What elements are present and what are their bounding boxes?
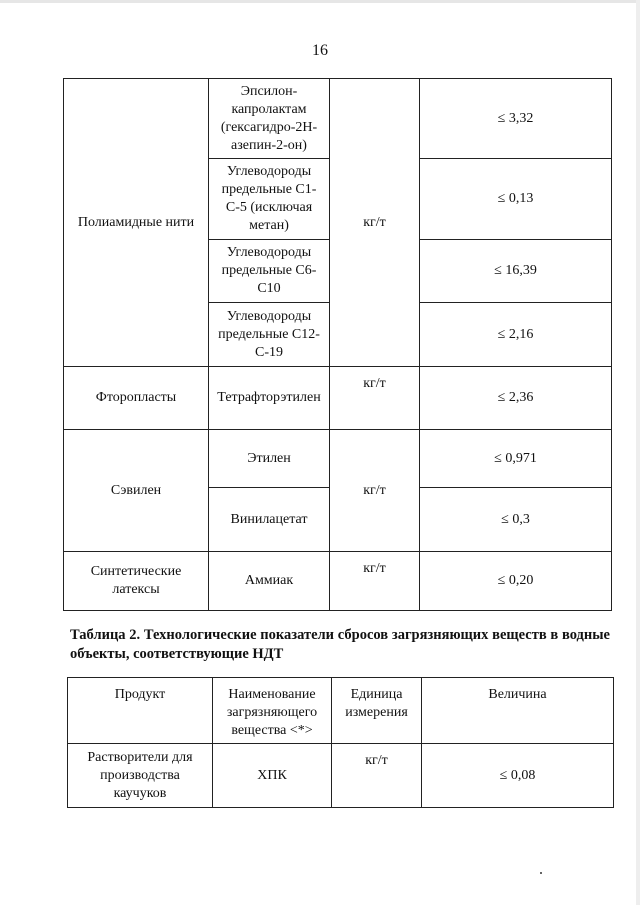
column-header: Единица измерения <box>332 678 422 744</box>
unit-cell: кг/т <box>332 744 422 808</box>
value-cell: ≤ 0,13 <box>420 159 612 240</box>
substance-cell: Тетрафторэтилен <box>209 367 330 430</box>
value-cell: ≤ 2,36 <box>420 367 612 430</box>
substance-cell: ХПК <box>213 744 332 808</box>
value-cell: ≤ 2,16 <box>420 303 612 367</box>
value-cell: ≤ 16,39 <box>420 240 612 303</box>
table-row <box>64 367 612 430</box>
column-header: Наименование загрязняющего вещества <*> <box>213 678 332 744</box>
substance-cell: Эпсилон-капролактам (гексагидро-2Н-азепин-2-он) <box>209 79 330 159</box>
value-cell: ≤ 0,20 <box>420 552 612 611</box>
value-cell: ≤ 0,08 <box>422 744 614 808</box>
value-cell: ≤ 3,32 <box>420 79 612 159</box>
scan-speck <box>540 872 542 874</box>
column-header: Продукт <box>68 678 213 744</box>
substance-cell: Углеводороды предельные С12-С-19 <box>209 303 330 367</box>
table-row <box>64 552 612 611</box>
product-cell: Сэвилен <box>64 430 209 552</box>
page-right-edge <box>636 0 640 905</box>
column-header: Величина <box>422 678 614 744</box>
table-row <box>68 744 614 808</box>
value-cell: ≤ 0,971 <box>420 430 612 488</box>
substance-cell: Этилен <box>209 430 330 488</box>
emissions-table <box>63 78 612 611</box>
product-cell: Растворители для производства каучуков <box>68 744 213 808</box>
header-row <box>68 678 614 744</box>
product-cell: Полиамидные нити <box>64 79 209 367</box>
unit-cell: кг/т <box>330 552 420 611</box>
unit-cell: кг/т <box>330 79 420 367</box>
unit-cell: кг/т <box>330 367 420 430</box>
unit-cell: кг/т <box>330 430 420 552</box>
product-cell: Синтетические латексы <box>64 552 209 611</box>
page-number: 16 <box>312 42 328 59</box>
product-cell: Фторопласты <box>64 367 209 430</box>
table-row <box>64 430 612 488</box>
table-caption: Таблица 2. Технологические показатели сбросов загрязняющих веществ в водные объекты, соответствующие НДТ <box>70 627 610 662</box>
discharge-table <box>67 677 614 808</box>
substance-cell: Углеводороды предельные С1-С-5 (исключая метан) <box>209 159 330 240</box>
substance-cell: Углеводороды предельные С6-С10 <box>209 240 330 303</box>
substance-cell: Аммиак <box>209 552 330 611</box>
page-top-edge <box>0 0 640 3</box>
table-row <box>64 79 612 159</box>
substance-cell: Винилацетат <box>209 488 330 552</box>
value-cell: ≤ 0,3 <box>420 488 612 552</box>
